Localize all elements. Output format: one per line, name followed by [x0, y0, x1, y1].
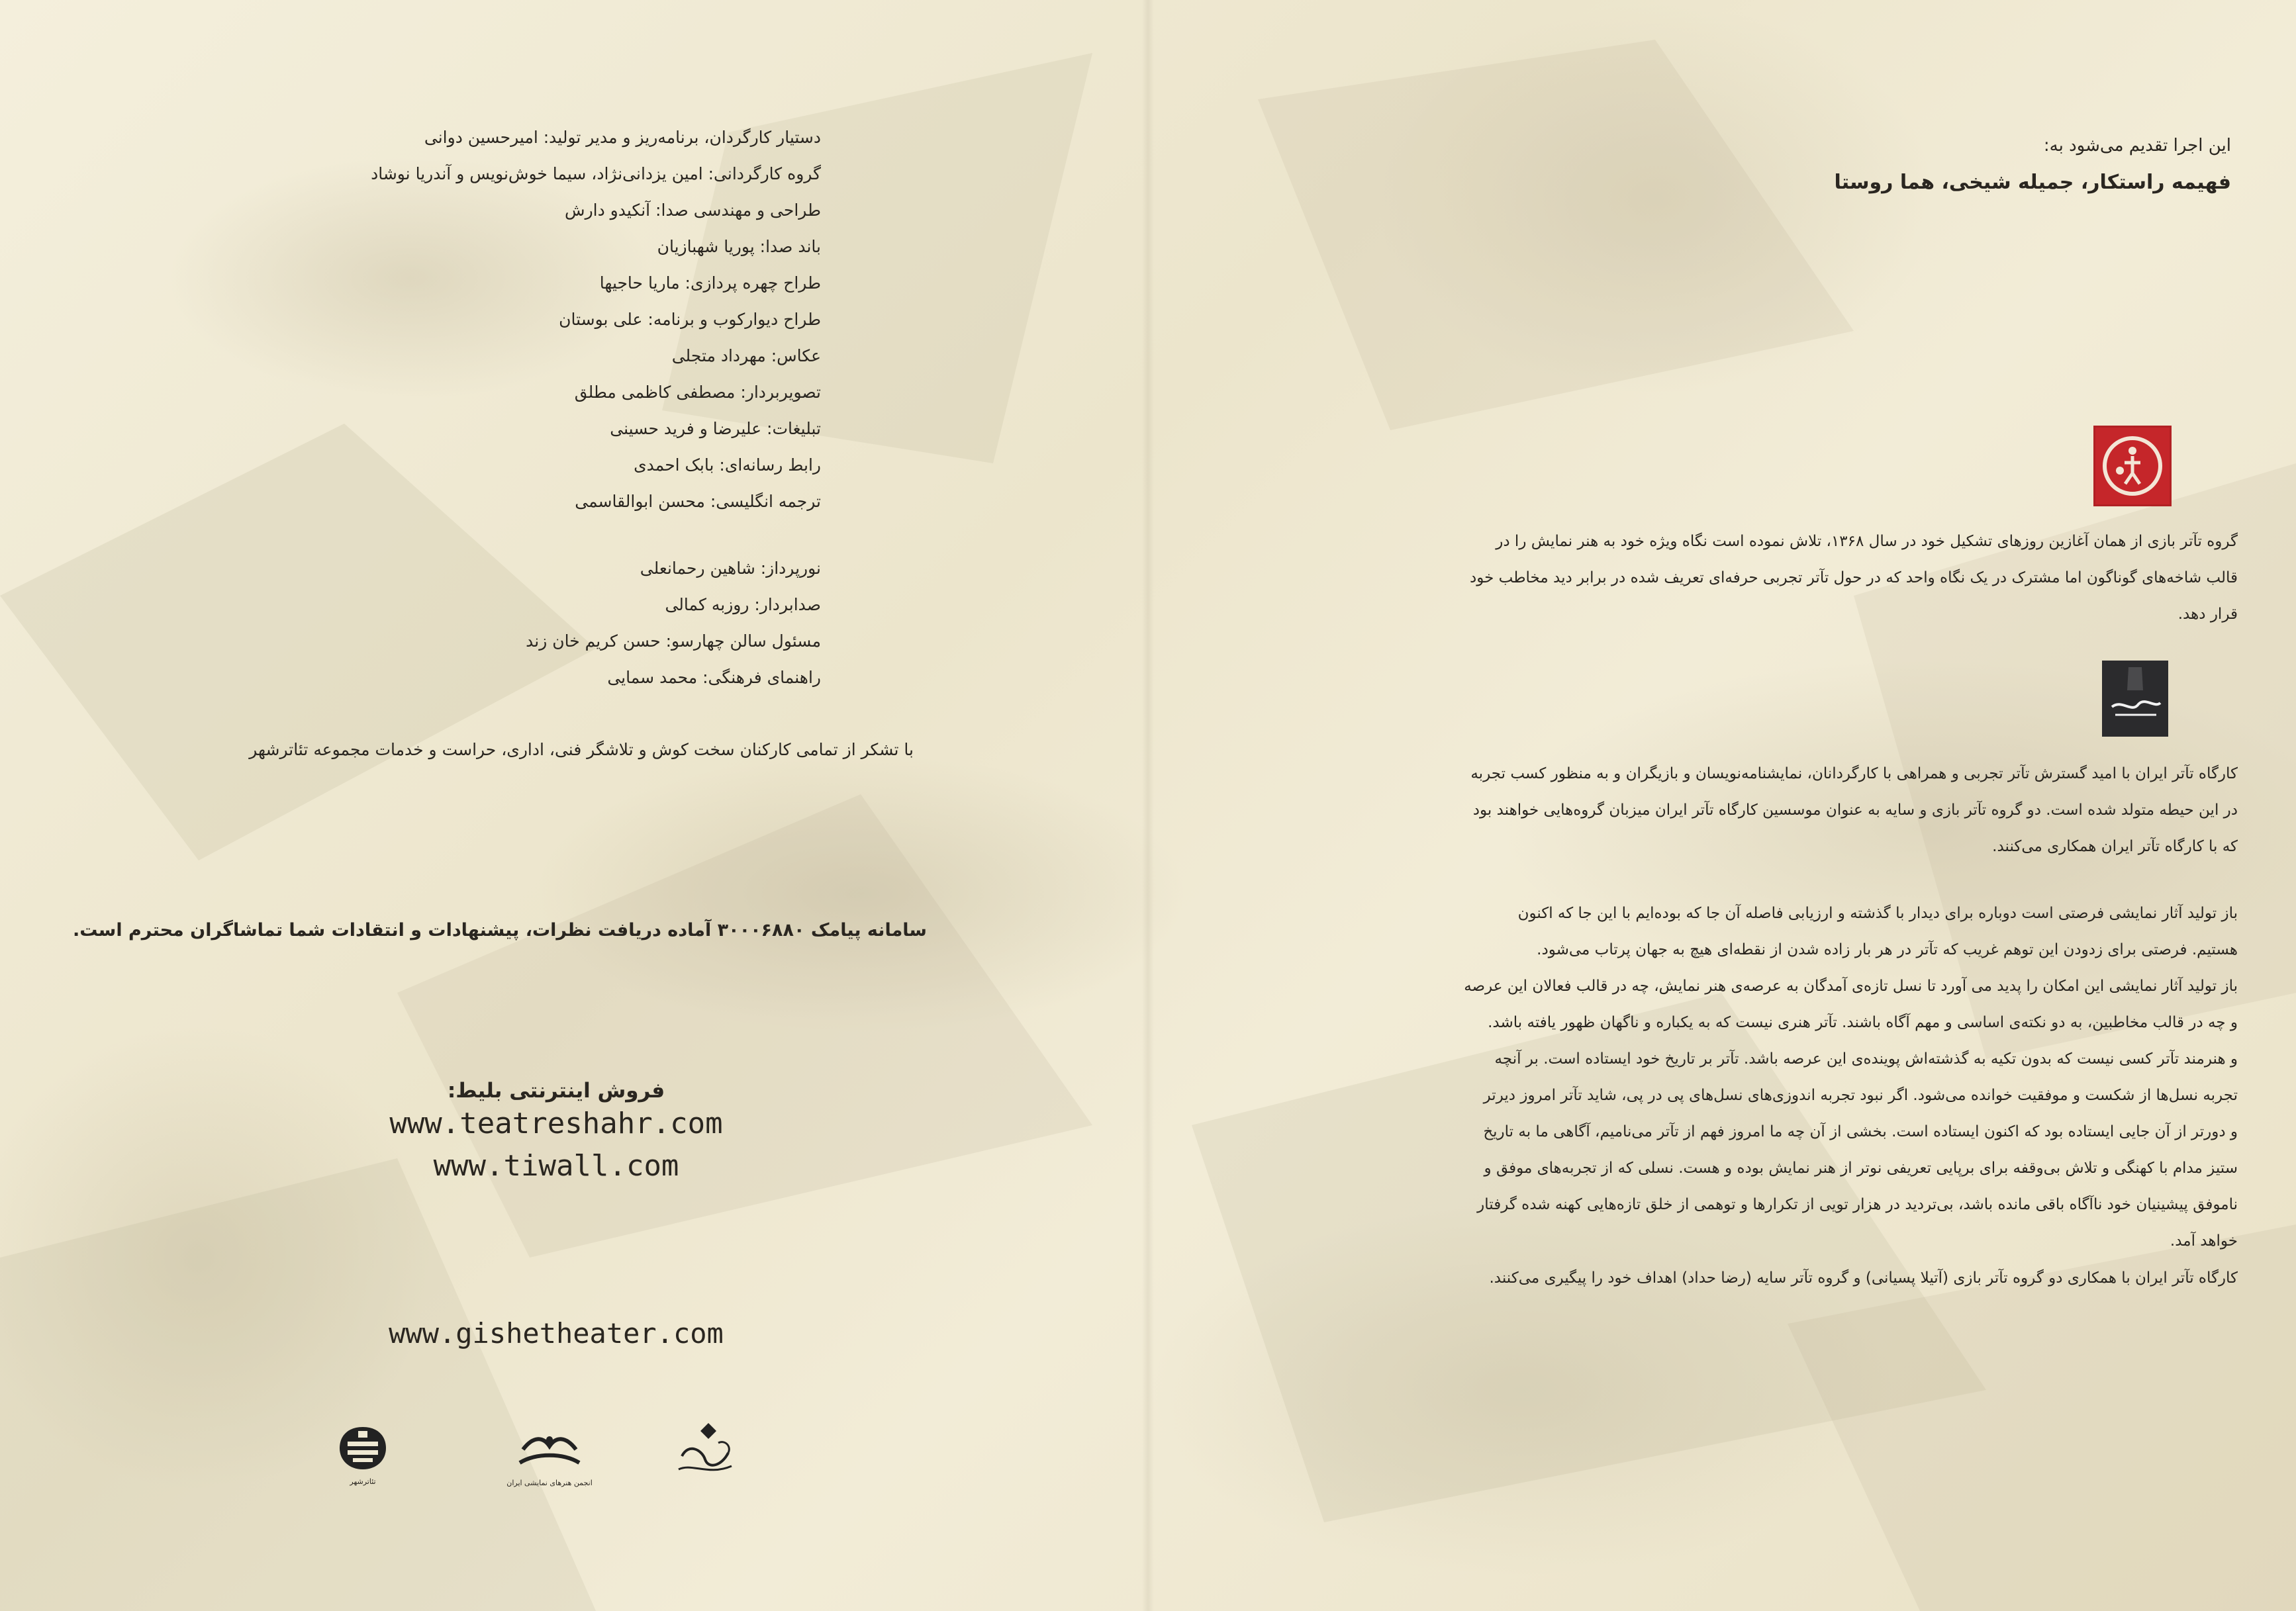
- tiwall-link[interactable]: www.tiwall.com: [433, 1149, 679, 1183]
- credit-line: صدابردار: روزبه کمالی: [665, 595, 821, 614]
- thanks-note: با تشکر از تمامی کارکنان سخت کوش و تلاشگر فنی، اداری، حراست و خدمات مجموعه تئاترشهر: [249, 740, 914, 759]
- credit-line: دستیار کارگردان، برنامه‌ریز و مدیر تولید: امیرحسین دوانی: [424, 128, 821, 147]
- bazi-group-logo: [2093, 426, 2172, 506]
- paragraph-line: باز تولید آثار نمایشی فرصتی است دوباره برای دیدار با گذشته و ارزیابی فاصله آن جا که بوده‌ایم با این جا که اکنون: [1517, 905, 2238, 922]
- bazi-group-paragraph: [1291, 524, 2238, 633]
- credit-line: ترجمه انگلیسی: محسن ابوالقاسمی: [575, 492, 821, 511]
- credit-line: طراح چهره پردازی: ماریا حاجیها: [599, 273, 821, 293]
- credit-line: باند صدا: پوریا شهبازیان: [657, 237, 821, 256]
- workshop-paragraph: [1291, 756, 2238, 865]
- ticket-sales-label: فروش اینترنتی بلیط:: [447, 1079, 665, 1103]
- credit-line: گروه کارگردانی: امین یزدانی‌نژاد، سیما خوش‌نویس و آندریا نوشاد: [371, 164, 821, 183]
- closing-paragraph: کارگاه تآتر ایران با همکاری دو گروه تآتر بازی (آتیلا پسیانی) و گروه تآتر سایه (رضا حداد) اهداف خود را پیگیری می‌کنند.: [1489, 1269, 2238, 1287]
- credit-line: عکاس: مهرداد متجلی: [671, 346, 821, 365]
- credit-line: تبلیغات: علیرضا و فرید حسینی: [610, 419, 821, 438]
- paragraph-line: ستیز مدام با کهنگی و تلاش بی‌وقفه برای برپایی تعریفی نوتر از هنر نمایش بوده و هست. نسلی که از تجربه‌های موفق و: [1484, 1160, 2238, 1177]
- credit-line: مسئول سالن چهارسو: حسن کریم خان زند: [526, 631, 821, 651]
- paragraph-line: قالب شاخه‌های گوناگون اما مشترک در یک نگاه واحد که در حول تآتر تجربی حرفه‌ای تعریف شده در برابر دید مخاطب خود: [1469, 569, 2238, 586]
- credits-gap: [199, 520, 821, 550]
- credit-line: نورپرداز: شاهین رحمانعلی: [640, 559, 821, 578]
- credit-line: طراح دیوارکوب و برنامه: علی بوستان: [559, 310, 821, 329]
- paragraph-line: ناموفق پیشینیان خود ناآگاه باقی مانده باشد، بی‌تردید در هزار تویی از تکرارها و توهمی از خلق تازه‌هایی کهنه شده گرفتار: [1477, 1196, 2238, 1213]
- anjoman-caption: انجمن هنرهای نمایشی ایران: [506, 1479, 593, 1487]
- paragraph-line: و دورتر از آن جایی ایستاده بود که اکنون ایستاده است. بخشی از آن چه ما امروز فهم از تآتر می‌نامیم، آگاهی ما به تاریخ: [1483, 1123, 2238, 1140]
- sms-feedback-note: سامانه پیامک ۳۰۰۰۶۸۸۰ آماده دریافت نظرات، پیشنهادات و انتقادات شما تماشاگران محترم است.: [72, 920, 927, 941]
- paragraph-line: خواهد آمد.: [2170, 1232, 2238, 1250]
- teatr-shahr-icon: [333, 1422, 393, 1475]
- workshop-hand-icon: [2102, 661, 2168, 737]
- dancer-circle-icon: [2093, 426, 2172, 506]
- paragraph-line: و چه در قالب مخاطبین، به دو نکته‌ی اساسی و مهم آگاه باشند. تآتر هنری نیست که به یکباره و ناگهان ظهور یافته باشد.: [1488, 1014, 2238, 1031]
- page-fold: [1142, 0, 1154, 1611]
- paragraph-line: باز تولید آثار نمایشی این امکان را پدید می آورد تا نسل تازه‌ی آمدگان به عرصه‌ی هنر نمایش، چه در قالب فعالان این عرصه: [1464, 978, 2238, 995]
- reproduction-paragraph: [1291, 896, 2238, 1260]
- anjoman-logo: [497, 1430, 602, 1487]
- dedication-lead: این اجرا تقدیم می‌شود به:: [2043, 136, 2231, 156]
- anjoman-icon: [510, 1430, 589, 1476]
- credits-list: [199, 119, 821, 696]
- paragraph-line: تجربه نسل‌ها از شکست و موفقیت خوانده می‌شود. اگر نبود تجربه اندوزی‌های نسل‌های پی در پی، شاید تآتر امروز دیرتر: [1483, 1087, 2238, 1104]
- paragraph-line: کارگاه تآتر ایران با امید گسترش تآتر تجربی و همراهی با کارگردانان، نمایشنامه‌نویسان و بازیگران و به منظور کسب تجربه: [1470, 765, 2238, 782]
- iran-theatre-workshop-logo: [2102, 661, 2168, 737]
- markaz-logo: [669, 1416, 741, 1485]
- dedication-names: فهیمه راستکار، جمیله شیخی، هما روستا: [1834, 171, 2231, 194]
- paragraph-line: و هنرمند تآتر کسی نیست که بدون تکیه به گذشته‌اش پوینده‌ی این عرصه باشد. تآتر بر تاریخ خود ایستاده است. بر آنچه: [1494, 1050, 2238, 1068]
- credit-line: تصویربردار: مصطفی کاظمی مطلق: [574, 383, 821, 402]
- teatreshahr-link[interactable]: www.teatreshahr.com: [389, 1107, 723, 1140]
- paragraph-line: در این حیطه متولد شده است. دو گروه تآتر بازی و سایه به عنوان موسسین کارگاه تآتر ایران میزبان گروه‌هایی خواهند بود: [1472, 802, 2238, 819]
- teatr-shahr-caption: تئاترشهر: [350, 1477, 376, 1486]
- paragraph-line: قرار دهد.: [2177, 606, 2238, 623]
- markaz-calligraphy-icon: [669, 1416, 741, 1483]
- gishetheater-link[interactable]: www.gishetheater.com: [389, 1317, 724, 1350]
- credit-line: طراحی و مهندسی صدا: آنکیدو دارش: [565, 201, 821, 220]
- credit-line: راهنمای فرهنگی: محمد سمایی: [607, 668, 821, 687]
- paragraph-line: گروه تآتر بازی از همان آغازین روزهای تشکیل خود در سال ۱۳۶۸، تلاش نموده است نگاه ویژه خود به هنر نمایش را در: [1496, 533, 2238, 550]
- paragraph-line: که با کارگاه تآتر ایران همکاری می‌کنند.: [1992, 838, 2238, 855]
- teatr-shahr-logo: [323, 1422, 403, 1486]
- dedication: [1754, 127, 2231, 201]
- credit-line: رابط رسانه‌ای: بابک احمدی: [634, 455, 821, 475]
- paragraph-line: هستیم. فرصتی برای زدودن این توهم غریب که تآتر در هر بار زاده شدن از نقطه‌ای هیچ به جهان پرتاب می‌شود.: [1537, 941, 2238, 958]
- ticket-sales: [298, 1079, 814, 1187]
